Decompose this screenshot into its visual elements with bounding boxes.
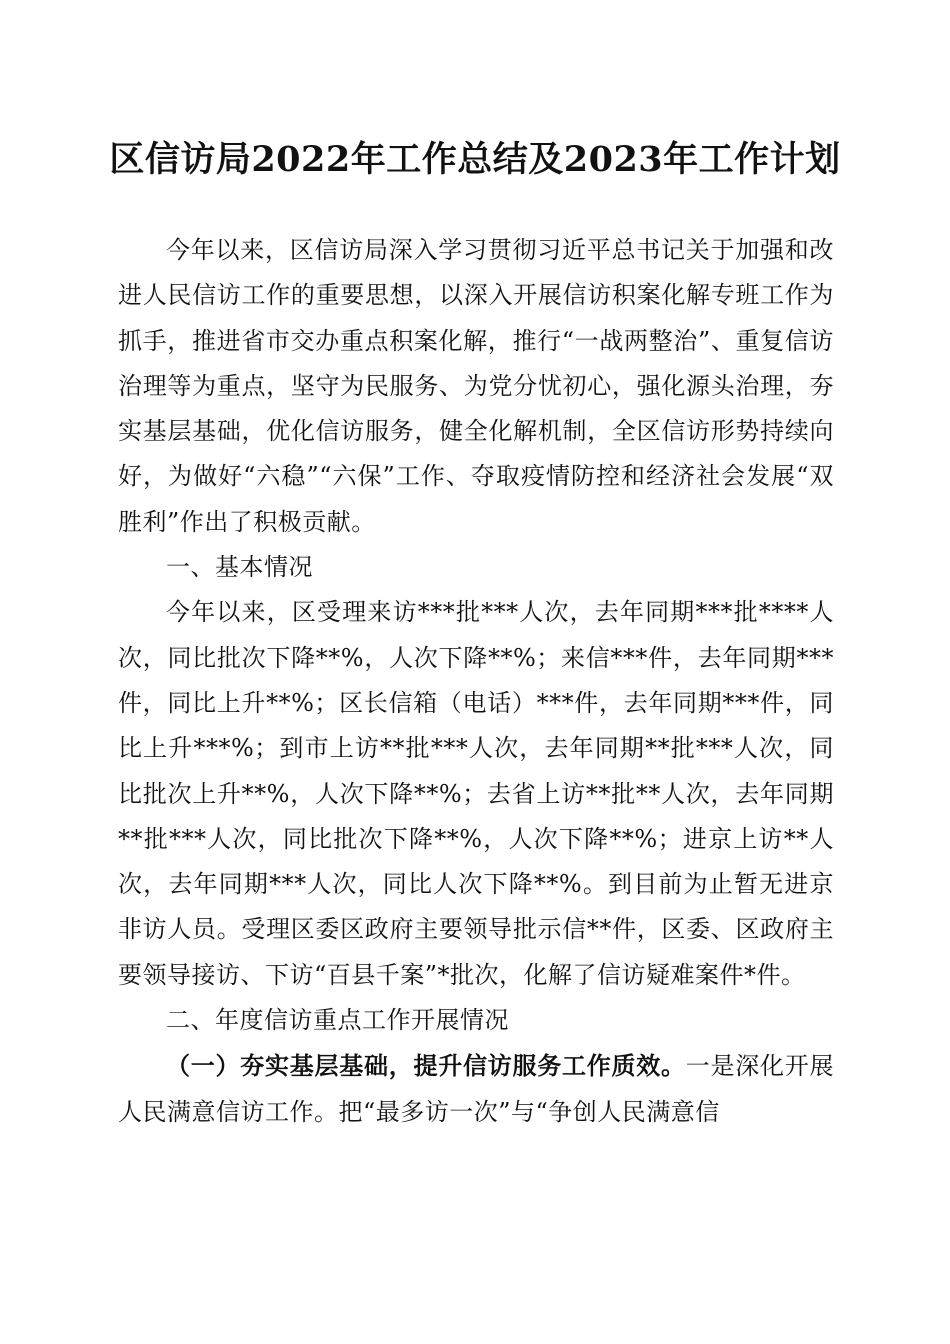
key-work-item-1-paragraph — [118, 1043, 834, 1135]
key-work-item-1-lead: （一）夯实基层基础，提升信访服务工作质效。 — [166, 1051, 686, 1081]
document-title: 区信访局2022年工作总结及2023年工作计划 — [109, 139, 841, 180]
basic-situation-paragraph: 今年以来，区受理来访***批***人次，去年同期***批****人次，同比批次下降**%，人次下降**%；来信***件，去年同期***件，同比上升**%；区长信箱（电话）***件，去年同期***件，同比上升***%；到市上访**批***人次，去年同期**批***人次，同比批次上升**%，人次下降**%；去省上访**批**人次，去年同期**批***人次，同比批次下降**%，人次下降**%；进京上访**人次，去年同期***人次，同比人次下降**%。到目前为止暂无进京非访人员。受理区委区政府主要领导批示信**件，区委、区政府主要领导接访、下访“百县千案”*批次，化解了信访疑难案件*件。 — [118, 598, 834, 989]
document-body — [118, 228, 834, 1135]
key-work-item-1-text: 一是深化开展人民满意信访工作。把“最多访一次”与“争创人民满意信 — [118, 1052, 834, 1126]
section-heading-basic: 一、基本情况 — [166, 553, 313, 582]
section-heading-key-work: 二、年度信访重点工作开展情况 — [166, 1006, 509, 1035]
intro-paragraph: 今年以来，区信访局深入学习贯彻习近平总书记关于加强和改进人民信访工作的重要思想，以深入开展信访积案化解专班工作为抓手，推进省市交办重点积案化解，推行“一战两整治”、重复信访治理等为重点，坚守为民服务、为党分忧初心，强化源头治理，夯实基层基础，优化信访服务，健全化解机制，全区信访形势持续向好，为做好“六稳”“六保”工作、夺取疫情防控和经济社会发展“双胜利”作出了积极贡献。 — [118, 236, 834, 536]
